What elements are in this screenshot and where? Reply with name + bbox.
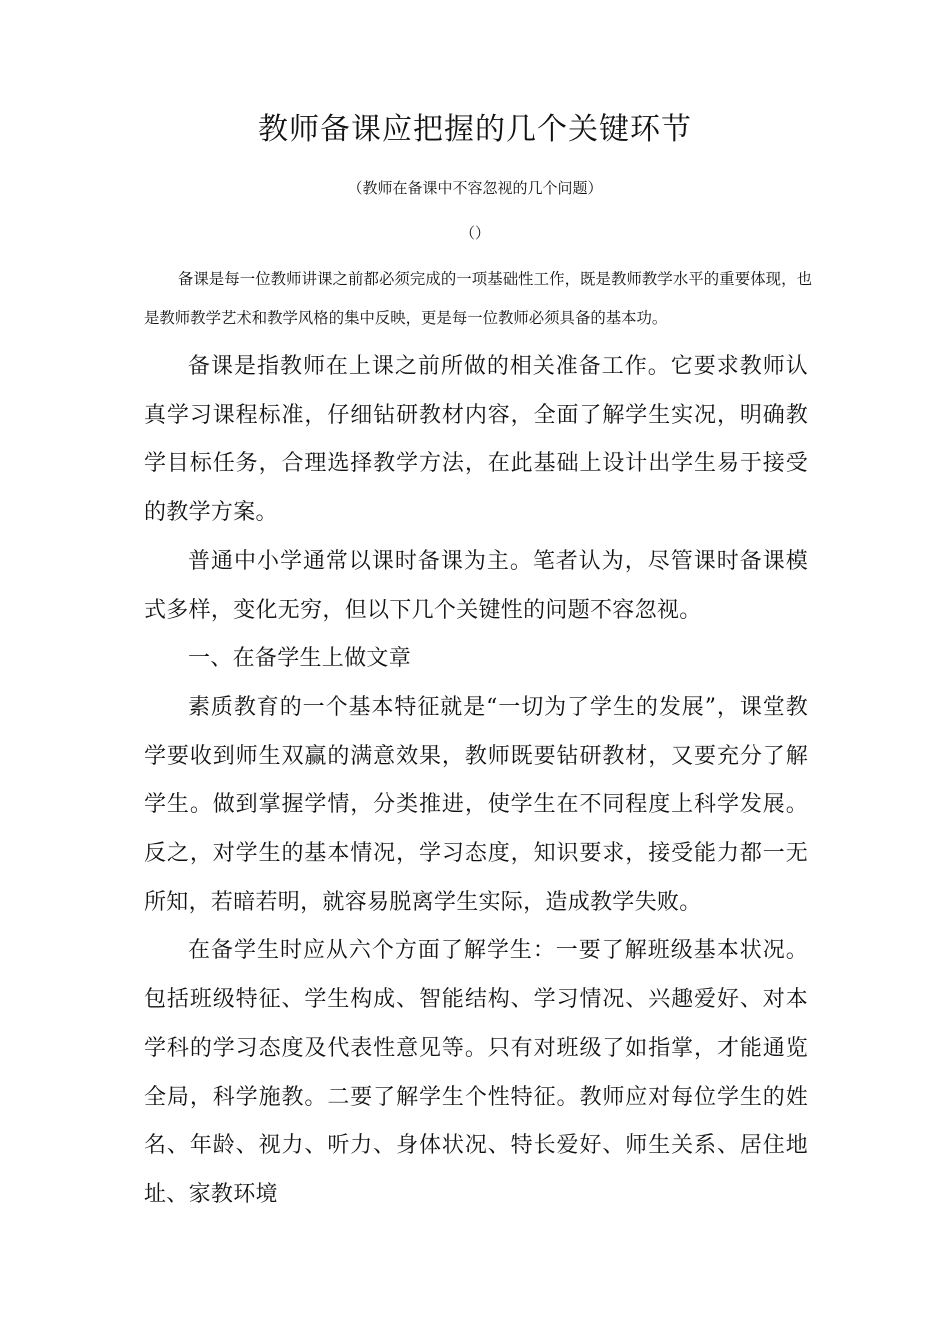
paragraph-six-aspects: 在备学生时应从六个方面了解学生：一要了解班级基本状况。包括班级特征、学生构成、智能结构、学习情况、兴趣爱好、对本学科的学习态度及代表性意见等。只有对班级了如指掌，才能通览全局，科学施教。二要了解学生个性特征。教师应对每位学生的姓名、年龄、视力、听力、身体状况、特长爱好、师生关系、居住地址、家教环境: [144, 938, 808, 1207]
paragraph-definition: 备课是指教师在上课之前所做的相关准备工作。它要求教师认真学习课程标准，仔细钻研教材内容，全面了解学生实况，明确教学目标任务，合理选择教学方法，在此基础上设计出学生易于接受的教学方案。: [144, 354, 808, 526]
document-title: 教师备课应把握的几个关键环节: [258, 112, 692, 147]
abstract: [144, 260, 812, 338]
document-subtitle: （教师在备课中不容忽视的几个问题）: [347, 179, 603, 197]
body-text: [144, 343, 808, 1220]
paragraph-intro: 普通中小学通常以课时备课为主。笔者认为，尽管课时备课模式多样，变化无穷，但以下几个关键性的问题不容忽视。: [144, 548, 808, 623]
author-line: （）: [459, 224, 490, 242]
paragraph-section-1: 素质教育的一个基本特征就是“一切为了学生的发展”，课堂教学要收到师生双赢的满意效果，教师既要钻研教材，又要充分了解学生。做到掌握学情，分类推进，使学生在不同程度上科学发展。反之，对学生的基本情况，学习态度，知识要求，接受能力都一无所知，若暗若明，就容易脱离学生实际，造成教学失败。: [144, 694, 808, 915]
abstract-paragraph: 备课是每一位教师讲课之前都必须完成的一项基础性工作，既是教师教学水平的重要体现，也是教师教学艺术和教学风格的集中反映，更是每一位教师必须具备的基本功。: [144, 270, 812, 327]
section-heading-1: 一、在备学生上做文章: [188, 646, 412, 672]
